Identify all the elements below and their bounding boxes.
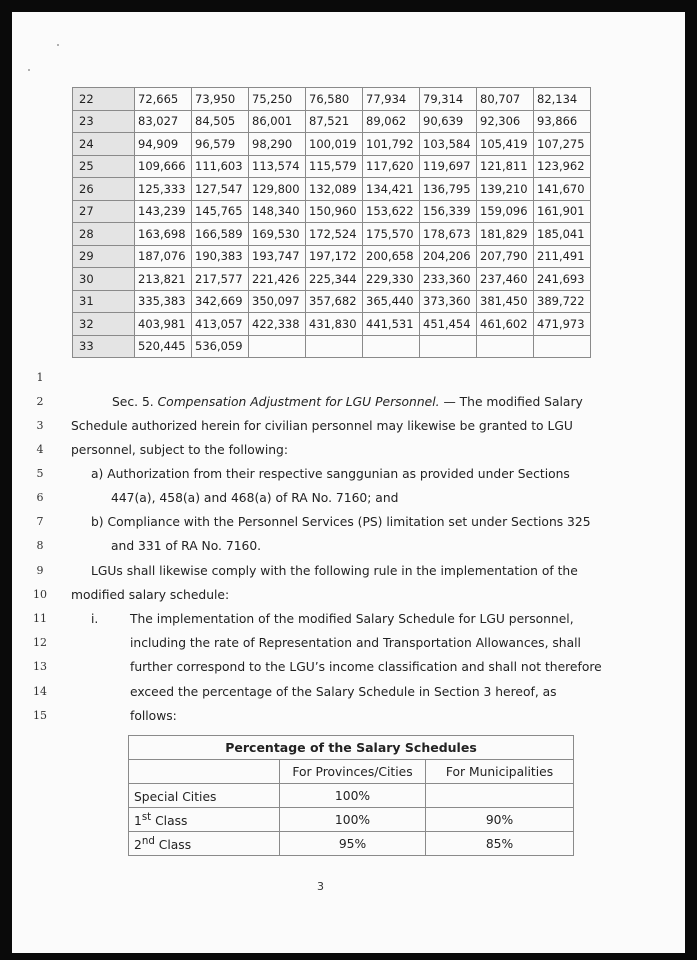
salary-value-cell	[249, 335, 306, 358]
percentage-table	[128, 735, 574, 856]
salary-schedule-table	[72, 87, 591, 358]
salary-value-cell: 123,962	[534, 155, 591, 178]
salary-value-cell: 86,001	[249, 110, 306, 133]
salary-value-cell: 107,275	[534, 133, 591, 156]
salary-value-cell: 103,584	[420, 133, 477, 156]
section-number: Sec. 5.	[112, 395, 158, 409]
table-row	[73, 200, 591, 223]
class-cell: 2nd Class	[129, 832, 280, 856]
salary-value-cell: 105,419	[477, 133, 534, 156]
salary-value-cell: 125,333	[135, 178, 192, 201]
salary-value-cell	[534, 335, 591, 358]
salary-value-cell: 113,574	[249, 155, 306, 178]
table-row	[73, 335, 591, 358]
section-text: — The modified Salary	[439, 395, 583, 409]
salary-value-cell: 190,383	[192, 245, 249, 268]
salary-value-cell: 127,547	[192, 178, 249, 201]
text-line: Schedule authorized herein for civilian personnel may likewise be granted to LGU	[71, 419, 573, 433]
salary-value-cell: 90,639	[420, 110, 477, 133]
salary-value-cell	[420, 335, 477, 358]
salary-value-cell: 403,981	[135, 313, 192, 336]
salary-value-cell: 181,829	[477, 223, 534, 246]
municipalities-cell: 90%	[426, 808, 574, 832]
salary-value-cell: 109,666	[135, 155, 192, 178]
salary-value-cell: 139,210	[477, 178, 534, 201]
line-number: 6	[36, 491, 44, 504]
salary-value-cell: 187,076	[135, 245, 192, 268]
salary-value-cell: 342,669	[192, 290, 249, 313]
salary-value-cell: 536,059	[192, 335, 249, 358]
salary-value-cell: 82,134	[534, 88, 591, 111]
table-row	[73, 290, 591, 313]
salary-value-cell: 89,062	[363, 110, 420, 133]
text-line: follows:	[130, 709, 177, 723]
salary-value-cell: 461,602	[477, 313, 534, 336]
salary-value-cell: 80,707	[477, 88, 534, 111]
line-number: 3	[36, 419, 44, 432]
salary-value-cell: 136,795	[420, 178, 477, 201]
class-cell: 1st Class	[129, 808, 280, 832]
text-line: and 331 of RA No. 7160.	[111, 539, 262, 553]
salary-value-cell: 207,790	[477, 245, 534, 268]
salary-value-cell: 422,338	[249, 313, 306, 336]
text-line: The implementation of the modified Salary Schedule for LGU personnel,	[130, 612, 574, 626]
table-row	[73, 268, 591, 291]
salary-grade-cell: 26	[73, 178, 135, 201]
salary-value-cell: 161,901	[534, 200, 591, 223]
salary-value-cell: 94,909	[135, 133, 192, 156]
salary-grade-cell: 30	[73, 268, 135, 291]
salary-value-cell: 79,314	[420, 88, 477, 111]
salary-value-cell: 520,445	[135, 335, 192, 358]
list-item-a: a) Authorization from their respective sanggunian as provided under Sections	[91, 467, 570, 481]
line-number: 11	[33, 612, 47, 625]
salary-grade-cell: 24	[73, 133, 135, 156]
salary-value-cell: 229,330	[363, 268, 420, 291]
page-number: 3	[317, 880, 324, 893]
salary-value-cell: 101,792	[363, 133, 420, 156]
table-row	[129, 832, 574, 856]
salary-grade-cell: 22	[73, 88, 135, 111]
table-row	[73, 223, 591, 246]
col-header-municipalities: For Municipalities	[426, 760, 574, 784]
salary-value-cell: 169,530	[249, 223, 306, 246]
empty-header-cell	[129, 760, 280, 784]
line-number: 8	[36, 539, 44, 552]
text-line: modified salary schedule:	[71, 588, 230, 602]
salary-value-cell: 211,491	[534, 245, 591, 268]
salary-value-cell: 115,579	[306, 155, 363, 178]
salary-value-cell: 143,239	[135, 200, 192, 223]
salary-value-cell: 237,460	[477, 268, 534, 291]
line-number: 14	[33, 685, 47, 698]
salary-value-cell: 159,096	[477, 200, 534, 223]
salary-value-cell	[306, 335, 363, 358]
salary-grade-cell: 27	[73, 200, 135, 223]
line-number: 12	[33, 636, 47, 649]
salary-value-cell: 75,250	[249, 88, 306, 111]
text-line: further correspond to the LGU’s income classification and shall not therefore	[130, 660, 602, 674]
salary-value-cell: 150,960	[306, 200, 363, 223]
salary-value-cell: 185,041	[534, 223, 591, 246]
salary-value-cell: 381,450	[477, 290, 534, 313]
line-number: 9	[36, 564, 44, 577]
salary-value-cell: 166,589	[192, 223, 249, 246]
salary-value-cell: 178,673	[420, 223, 477, 246]
salary-value-cell: 111,603	[192, 155, 249, 178]
salary-value-cell: 335,383	[135, 290, 192, 313]
line-number: 2	[36, 395, 44, 408]
salary-value-cell: 117,620	[363, 155, 420, 178]
line-number: 15	[33, 709, 47, 722]
salary-value-cell: 72,665	[135, 88, 192, 111]
municipalities-cell: 85%	[426, 832, 574, 856]
salary-value-cell: 233,360	[420, 268, 477, 291]
salary-value-cell: 241,693	[534, 268, 591, 291]
salary-value-cell: 217,577	[192, 268, 249, 291]
table-row	[73, 155, 591, 178]
text-line: LGUs shall likewise comply with the following rule in the implementation of the	[91, 564, 578, 578]
salary-value-cell: 451,454	[420, 313, 477, 336]
salary-grade-cell: 32	[73, 313, 135, 336]
salary-value-cell: 172,524	[306, 223, 363, 246]
table-row	[73, 110, 591, 133]
salary-value-cell: 129,800	[249, 178, 306, 201]
salary-value-cell: 141,670	[534, 178, 591, 201]
text-line: 447(a), 458(a) and 468(a) of RA No. 7160; and	[111, 491, 399, 505]
provinces-cell: 100%	[280, 808, 426, 832]
section-heading-line	[112, 395, 583, 409]
scan-speck	[28, 69, 30, 71]
salary-value-cell: 163,698	[135, 223, 192, 246]
salary-value-cell: 76,580	[306, 88, 363, 111]
salary-value-cell: 350,097	[249, 290, 306, 313]
salary-value-cell: 84,505	[192, 110, 249, 133]
salary-value-cell: 365,440	[363, 290, 420, 313]
salary-value-cell: 357,682	[306, 290, 363, 313]
provinces-cell: 100%	[280, 784, 426, 808]
salary-value-cell: 193,747	[249, 245, 306, 268]
section-title: Compensation Adjustment for LGU Personnel.	[157, 395, 440, 409]
salary-value-cell: 200,658	[363, 245, 420, 268]
salary-grade-cell: 28	[73, 223, 135, 246]
scan-speck	[57, 44, 59, 46]
salary-value-cell: 83,027	[135, 110, 192, 133]
salary-value-cell: 221,426	[249, 268, 306, 291]
text-line: personnel, subject to the following:	[71, 443, 288, 457]
salary-value-cell: 389,722	[534, 290, 591, 313]
table-row	[73, 133, 591, 156]
salary-value-cell: 225,344	[306, 268, 363, 291]
salary-value-cell: 153,622	[363, 200, 420, 223]
salary-value-cell: 471,973	[534, 313, 591, 336]
municipalities-cell	[426, 784, 574, 808]
salary-grade-cell: 23	[73, 110, 135, 133]
table-row	[129, 784, 574, 808]
salary-grade-cell: 29	[73, 245, 135, 268]
line-number: 4	[36, 443, 44, 456]
salary-value-cell: 87,521	[306, 110, 363, 133]
text-line: exceed the percentage of the Salary Schedule in Section 3 hereof, as	[130, 685, 557, 699]
list-item-marker: i.	[91, 612, 99, 626]
salary-value-cell: 98,290	[249, 133, 306, 156]
salary-value-cell: 77,934	[363, 88, 420, 111]
salary-value-cell: 213,821	[135, 268, 192, 291]
table-row	[73, 313, 591, 336]
salary-value-cell: 119,697	[420, 155, 477, 178]
line-number: 1	[36, 371, 44, 384]
salary-value-cell: 156,339	[420, 200, 477, 223]
salary-value-cell: 197,172	[306, 245, 363, 268]
class-cell: Special Cities	[129, 784, 280, 808]
percentage-table-title: Percentage of the Salary Schedules	[129, 736, 574, 760]
table-row	[73, 178, 591, 201]
salary-value-cell: 373,360	[420, 290, 477, 313]
line-number: 5	[36, 467, 44, 480]
salary-value-cell: 431,830	[306, 313, 363, 336]
salary-grade-cell: 33	[73, 335, 135, 358]
salary-value-cell: 93,866	[534, 110, 591, 133]
salary-value-cell: 92,306	[477, 110, 534, 133]
salary-value-cell	[477, 335, 534, 358]
table-row	[129, 808, 574, 832]
salary-value-cell: 175,570	[363, 223, 420, 246]
text-line: including the rate of Representation and Transportation Allowances, shall	[130, 636, 581, 650]
line-number: 7	[36, 515, 44, 528]
salary-value-cell: 100,019	[306, 133, 363, 156]
salary-value-cell: 204,206	[420, 245, 477, 268]
salary-value-cell: 134,421	[363, 178, 420, 201]
salary-value-cell: 145,765	[192, 200, 249, 223]
line-number: 10	[33, 588, 47, 601]
salary-value-cell: 73,950	[192, 88, 249, 111]
table-row	[73, 88, 591, 111]
salary-value-cell: 96,579	[192, 133, 249, 156]
salary-value-cell	[363, 335, 420, 358]
salary-grade-cell: 25	[73, 155, 135, 178]
salary-value-cell: 413,057	[192, 313, 249, 336]
col-header-provinces: For Provinces/Cities	[280, 760, 426, 784]
line-number: 13	[33, 660, 47, 673]
salary-value-cell: 121,811	[477, 155, 534, 178]
salary-grade-cell: 31	[73, 290, 135, 313]
provinces-cell: 95%	[280, 832, 426, 856]
table-row	[73, 245, 591, 268]
list-item-b: b) Compliance with the Personnel Services (PS) limitation set under Sections 325	[91, 515, 591, 529]
salary-value-cell: 441,531	[363, 313, 420, 336]
salary-value-cell: 148,340	[249, 200, 306, 223]
salary-value-cell: 132,089	[306, 178, 363, 201]
